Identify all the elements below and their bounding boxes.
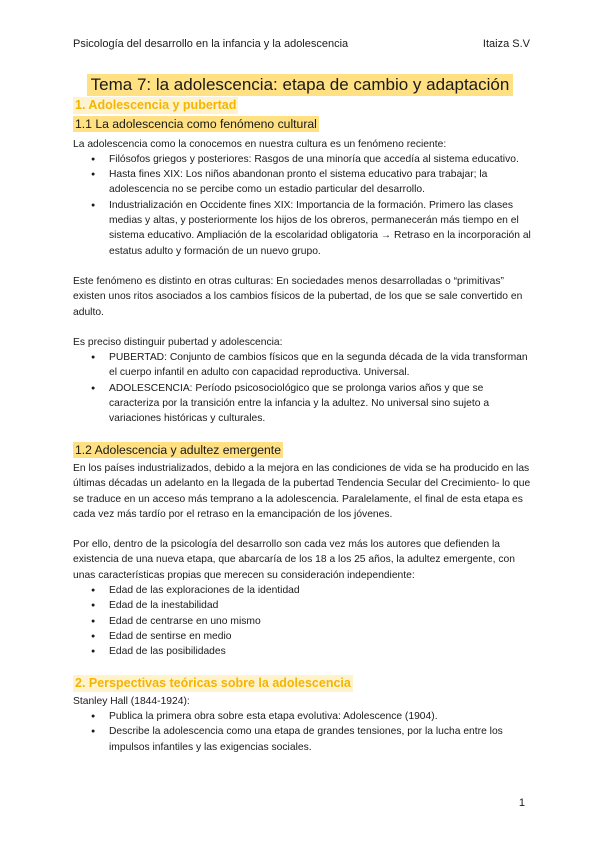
- page-number: 1: [518, 797, 525, 809]
- title-wrap: [0, 74, 600, 96]
- list-item: ● Edad de centrarse en uno mismo: [109, 614, 533, 629]
- subsection-1-1-heading: 1.1 La adolescencia como fenómeno cultural: [75, 117, 317, 132]
- list-item: ● Industrialización en Occidente fines XIX: Importancia de la formación. Primero las clases medias y altas, y posteriormente los hijos de los obreros, permanecerán más tiempo en el sistema educativo. Ampliación de la escolaridad obligatoria → Retraso en la incorporación al estatus adulto y formación de un nuevo grupo.: [109, 198, 533, 259]
- bullet-list: [73, 709, 533, 755]
- paragraph: Por ello, dentro de la psicología del desarrollo son cada vez más los autores que defienden la existencia de una nueva etapa, que abarcaría de los 18 a los 25 años, la adultez emergente, con unas características propias que merecen su consideración independiente:: [73, 539, 515, 581]
- list-item: ● Hasta fines XIX: Los niños abandonan pronto el sistema educativo para trabajar; la adolescencia no se percibe como un estadio particular del desarrollo.: [109, 167, 533, 198]
- subsection-1-2-heading: 1.2 Adolescencia y adultez emergente: [75, 442, 281, 457]
- author-name: Itaiza S.V: [482, 38, 530, 50]
- course-title: Psicología del desarrollo en la infancia y la adolescencia: [73, 38, 349, 50]
- section-2-heading: 2. Perspectivas teóricas sobre la adolescencia: [75, 675, 351, 690]
- paragraph: En los países industrializados, debido a la mejora en las condiciones de vida se ha producido en las últimas décadas un adelanto en la llegada de la pubertad Tendencia Secular del Crecimiento- lo que se traduce en un acceso más temprano a la adolescencia. Paralelamente, el final de esta etapa es cada vez más tardío por el retraso en la emancipación de los jóvenes.: [73, 462, 531, 520]
- section-1-heading: 1. Adolescencia y pubertad: [75, 98, 237, 112]
- list-item: ● Edad de las posibilidades: [109, 644, 533, 659]
- list-item: ● Describe la adolescencia como una etapa de grandes tensiones, por la lucha entre los impulsos infantiles y las exigencias sociales.: [109, 724, 533, 755]
- list-item: ● PUBERTAD: Conjunto de cambios físicos que en la segunda década de la vida transforman el cuerpo infantil en adulto con capacidad reproductiva. Universal.: [109, 350, 533, 381]
- bullet-list: [73, 350, 533, 426]
- bullet-list: [73, 152, 533, 259]
- list-item: ● Edad de la inestabilidad: [109, 598, 533, 613]
- paragraph: Este fenómeno es distinto en otras culturas: En sociedades menos desarrolladas o “primitivas” existen unos ritos asociados a los cambios físicos de la pubertad, de los que se sale convertido en adulto.: [73, 275, 523, 318]
- list-item: ● Publica la primera obra sobre esta etapa evolutiva: Adolescence (1904).: [109, 709, 533, 724]
- bullet-list: [73, 583, 533, 659]
- paragraph: Es preciso distinguir pubertad y adolescencia:: [73, 336, 283, 348]
- list-item: ● Filósofos griegos y posteriores: Rasgos de una minoría que accedía al sistema educativo.: [109, 152, 533, 167]
- list-item: ● Edad de sentirse en medio: [109, 629, 533, 644]
- list-item: ● Edad de las exploraciones de la identidad: [109, 583, 533, 598]
- document-body: [73, 97, 533, 755]
- paragraph: La adolescencia como la conocemos en nuestra cultura es un fenómeno reciente:: [73, 138, 447, 150]
- list-item: ● ADOLESCENCIA: Período psicosociológico que se prolonga varios años y que se caracteriza por la transición entre la infancia y la adultez. No universal sino sujeto a variaciones históricas y culturales.: [109, 381, 533, 427]
- page-title: Tema 7: la adolescencia: etapa de cambio y adaptación: [87, 74, 514, 96]
- paragraph: Stanley Hall (1844-1924):: [73, 695, 190, 707]
